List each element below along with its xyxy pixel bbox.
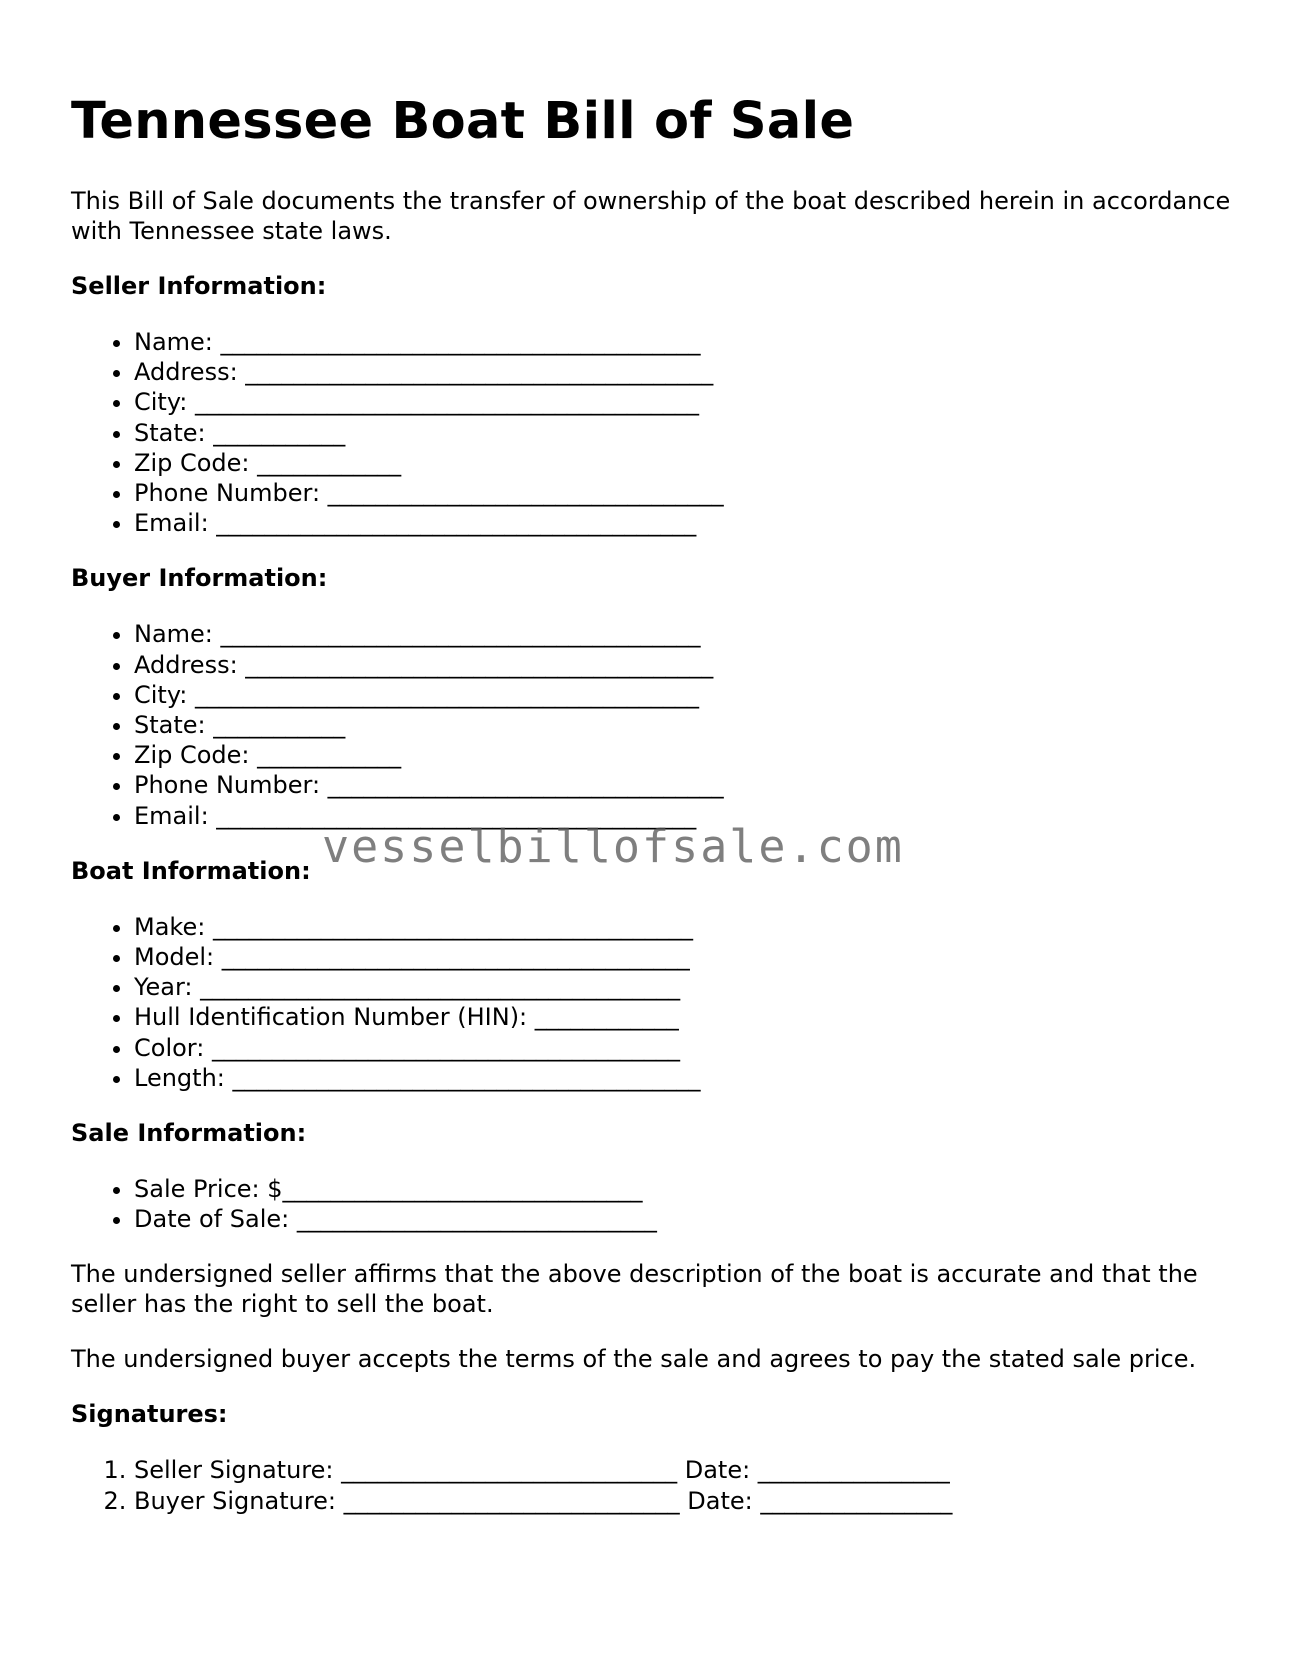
seller-address-field: • Address: _______________________________________ [134, 357, 1231, 387]
seller-state-field: • State: ___________ [134, 418, 1231, 448]
boat-model-field: • Model: _______________________________________ [134, 942, 1231, 972]
seller-affirmation: The undersigned seller affirms that the above description of the boat is accurate and that the seller has the right to sell the boat. [71, 1260, 1198, 1319]
boat-length-field: • Length: _______________________________________ [134, 1063, 1231, 1093]
intro-paragraph: This Bill of Sale documents the transfer of ownership of the boat described herein in accordance with Tennessee state laws. [71, 187, 1231, 245]
sale-price-field: • Sale Price: $______________________________ [134, 1174, 1231, 1204]
boat-make-field: • Make: ________________________________________ [134, 912, 1231, 942]
buyer-zip-field: • Zip Code: ____________ [134, 740, 1231, 770]
buyer-heading: Buyer Information: [71, 564, 328, 593]
document [71, 88, 1231, 1541]
signature-lines [71, 1455, 1231, 1515]
buyer-state-field: • State: ___________ [134, 710, 1231, 740]
signatures-heading: Signatures: [71, 1400, 228, 1429]
buyer-fields [71, 619, 1231, 830]
buyer-email-field: • Email: ________________________________________ [134, 801, 1231, 831]
seller-signature-line: 1. Seller Signature: ____________________________ Date: ________________ [134, 1455, 1231, 1485]
buyer-phone-field: • Phone Number: _________________________________ [134, 770, 1231, 800]
document-title: Tennessee Boat Bill of Sale [71, 92, 855, 151]
boat-year-field: • Year: ________________________________________ [134, 972, 1231, 1002]
boat-fields [71, 912, 1231, 1093]
boat-heading: Boat Information: [71, 856, 311, 885]
boat-color-field: • Color: _______________________________________ [134, 1033, 1231, 1063]
buyer-address-field: • Address: _______________________________________ [134, 650, 1231, 680]
watermark: vesselbillofsale.com [322, 820, 904, 873]
buyer-name-field: • Name: ________________________________________ [134, 619, 1231, 649]
sale-fields [71, 1174, 1231, 1234]
sale-heading: Sale Information: [71, 1119, 307, 1148]
buyer-signature-line: 2. Buyer Signature: ____________________________ Date: ________________ [134, 1486, 1231, 1516]
seller-city-field: • City: __________________________________________ [134, 387, 1231, 417]
seller-phone-field: • Phone Number: _________________________________ [134, 478, 1231, 508]
seller-zip-field: • Zip Code: ____________ [134, 448, 1231, 478]
seller-email-field: • Email: ________________________________________ [134, 508, 1231, 538]
buyer-city-field: • City: __________________________________________ [134, 680, 1231, 710]
buyer-acceptance: The undersigned buyer accepts the terms of the sale and agrees to pay the stated sale price. [71, 1345, 1197, 1374]
boat-hin-field: • Hull Identification Number (HIN): ____________ [134, 1002, 1231, 1032]
seller-fields [71, 327, 1231, 538]
sale-date-field: • Date of Sale: ______________________________ [134, 1204, 1231, 1234]
seller-name-field: • Name: ________________________________________ [134, 327, 1231, 357]
seller-heading: Seller Information: [71, 272, 327, 300]
